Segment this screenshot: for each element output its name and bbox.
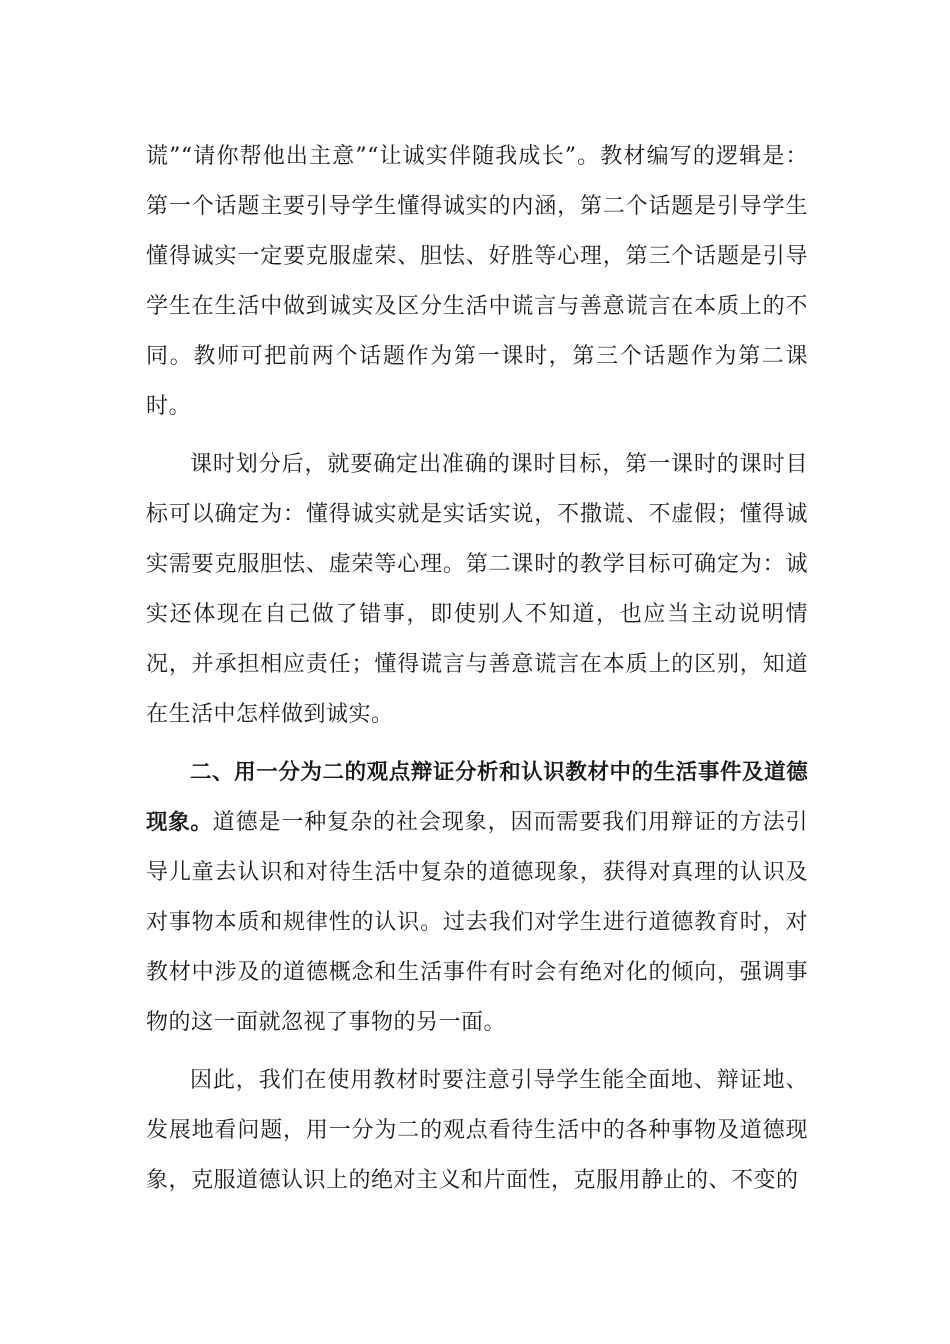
paragraph-dialectical-analysis bbox=[146, 748, 808, 1048]
section-heading: 二、用一分为二的观点辩证分析和认识教材中的生活事件及道德现象。 bbox=[146, 760, 808, 835]
paragraph-lesson-goals: 课时划分后，就要确定出准确的课时目标，第一课时的课时目标可以确定为：懂得诚实就是实话实说，不撒谎、不虚假；懂得诚实需要克服胆怯、虚荣等心理。第二课时的教学目标可确定为：诚实还体现在自己做了错事，即使别人不知道，也应当主动说明情况，并承担相应责任；懂得谎言与善意谎言在本质上的区别，知道在生活中怎样做到诚实。 bbox=[146, 452, 808, 727]
document-page bbox=[146, 132, 808, 1206]
paragraph-body: 道德是一种复杂的社会现象，因而需要我们用辩证的方法引导儿童去认识和对待生活中复杂的道德现象，获得对真理的认识及对事物本质和规律性的认识。过去我们对学生进行道德教育时，对教材中涉及的道德概念和生活事件有时会有绝对化的倾向，强调事物的这一面就忽视了事物的另一面。 bbox=[146, 810, 808, 1035]
paragraph-therefore: 因此，我们在使用教材时要注意引导学生能全面地、辩证地、发展地看问题，用一分为二的观点看待生活中的各种事物及道德现象，克服道德认识上的绝对主义和片面性，克服用静止的、不变的 bbox=[146, 1068, 808, 1193]
paragraph-continuation: 谎”“请你帮他出主意”“让诚实伴随我成长”。教材编写的逻辑是：第一个话题主要引导学生懂得诚实的内涵，第二个话题是引导学生懂得诚实一定要克服虚荣、胆怯、好胜等心理，第三个话题是引导学生在生活中做到诚实及区分生活中谎言与善意谎言在本质上的不同。教师可把前两个话题作为第一课时，第三个话题作为第二课时。 bbox=[146, 144, 808, 419]
